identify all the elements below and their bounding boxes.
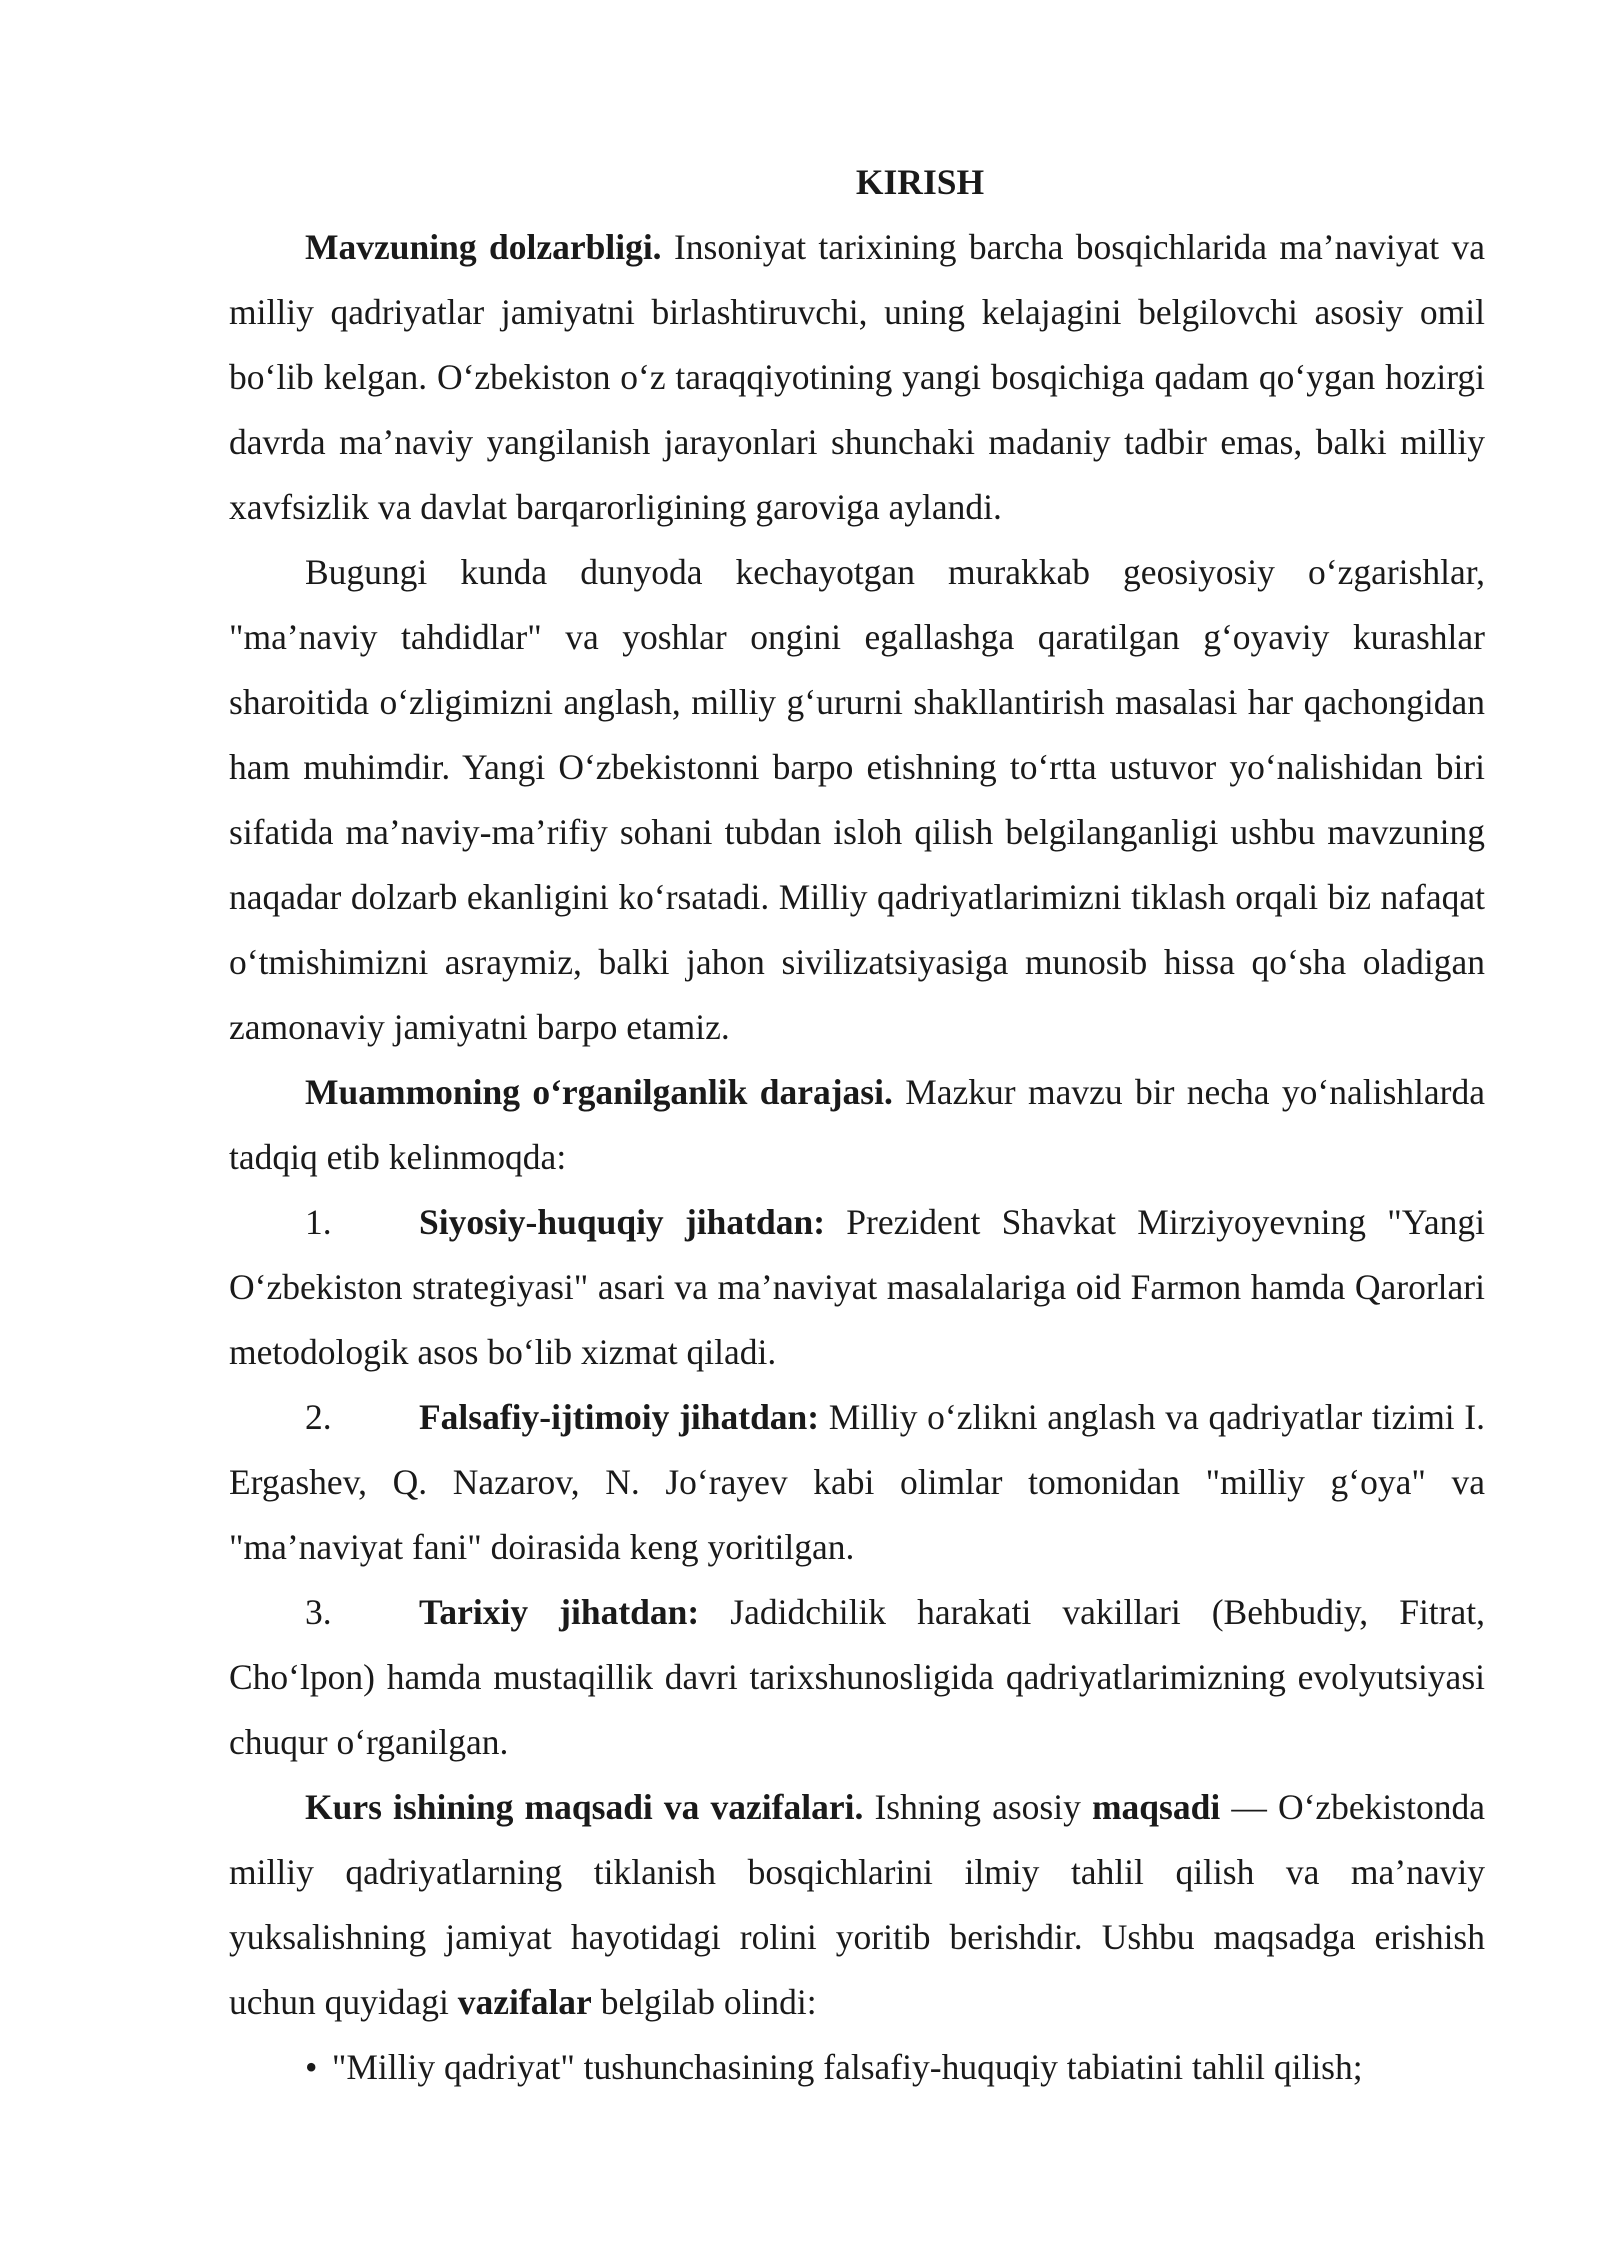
item-number: 1.	[305, 1202, 332, 1242]
paragraph-text: Ishning asosiy	[863, 1787, 1092, 1827]
paragraph-text: Insoniyat tarixining barcha bosqichlarida ma’naviyat va milliy qadriyatlar jamiyatni birlashtiruvchi, uning kelajagini belgilovchi asosiy omil bo‘lib kelgan. O‘zbekiston o‘z taraqqiyotining yangi bosqichiga qadam qo‘ygan hozirgi davrda ma’naviy yangilanish jarayonlari shunchaki madaniy tadbir emas, balki milliy xavfsizlik va davlat barqarorligining garoviga aylandi.	[229, 227, 1485, 527]
item-text: Prezident Shavkat Mirziyoyevning "Yangi O‘zbekiston strategiyasi" asari va ma’naviyat masalalariga oid Farmon hamda Qarorlari metodologik asos bo‘lib xizmat qiladi.	[229, 1202, 1485, 1372]
bold-term-tasks: vazifalar	[457, 1982, 592, 2022]
bullet-text: "Milliy qadriyat" tushunchasining falsafiy-huquqiy tabiatini tahlil qilish;	[323, 2047, 1363, 2087]
item-heading: Siyosiy-huquqiy jihatdan:	[419, 1202, 826, 1242]
paragraph-research-degree	[229, 1060, 1485, 1190]
paragraph-heading: Kurs ishining maqsadi va vazifalari.	[305, 1787, 864, 1827]
item-number: 2.	[305, 1397, 332, 1437]
item-heading: Tarixiy jihatdan:	[419, 1592, 700, 1632]
item-number: 3.	[305, 1592, 332, 1632]
paragraph-goals	[229, 1775, 1485, 2035]
numbered-item-2	[229, 1385, 1485, 1580]
numbered-item-1	[229, 1190, 1485, 1385]
item-text: Jadidchilik harakati vakillari (Behbudiy, Fitrat, Cho‘lpon) hamda mustaqillik davri tarixshunosligida qadriyatlarimizning evolyutsiyasi chuqur o‘rganilgan.	[229, 1592, 1485, 1762]
page-title: KIRISH	[855, 162, 985, 202]
paragraph-text: — O‘zbekistonda milliy qadriyatlarning tiklanish bosqichlarini ilmiy tahlil qilish va ma’naviy yuksalishning jamiyat hayotidagi rolini yoritib berishdir. Ushbu maqsadga erishish uchun quyidagi	[229, 1787, 1485, 2022]
bullet-icon: •	[305, 2047, 318, 2087]
paragraph-heading: Muammoning o‘rganilganlik darajasi.	[305, 1072, 893, 1112]
paragraph-text: Mazkur mavzu bir necha yo‘nalishlarda tadqiq etib kelinmoqda:	[229, 1072, 1485, 1177]
item-text: Milliy o‘zlikni anglash va qadriyatlar tizimi I. Ergashev, Q. Nazarov, N. Jo‘rayev kabi olimlar tomonidan "milliy g‘oya" va "ma’naviyat fani" doirasida keng yoritilgan.	[229, 1397, 1485, 1567]
item-heading: Falsafiy-ijtimoiy jihatdan:	[419, 1397, 820, 1437]
document-page	[229, 150, 1485, 2100]
bold-term-goal: maqsadi	[1091, 1787, 1221, 1827]
paragraph-text: belgilab olindi:	[591, 1982, 817, 2022]
numbered-item-3	[229, 1580, 1485, 1775]
paragraph-today: Bugungi kunda dunyoda kechayotgan murakkab geosiyosiy o‘zgarishlar, "ma’naviy tahdidlar" va yoshlar ongini egallashga qaratilgan g‘oyaviy kurashlar sharoitida o‘zligimizni anglash, milliy g‘ururni shakllantirish masalasi har qachongidan ham muhimdir. Yangi O‘zbekistonni barpo etishning to‘rtta ustuvor yo‘nalishidan biri sifatida ma’naviy-ma’rifiy sohani tubdan isloh qilish belgilanganligi ushbu mavzuning naqadar dolzarb ekanligini ko‘rsatadi. Milliy qadriyatlarimizni tiklash orqali biz nafaqat o‘tmishimizni asraymiz, balki jahon sivilizatsiyasiga munosib hissa qo‘sha oladigan zamonaviy jamiyatni barpo etamiz.	[229, 552, 1485, 1047]
paragraph-heading: Mavzuning dolzarbligi.	[305, 227, 662, 267]
bullet-item-1	[229, 2035, 1485, 2100]
paragraph-relevance	[229, 215, 1485, 540]
